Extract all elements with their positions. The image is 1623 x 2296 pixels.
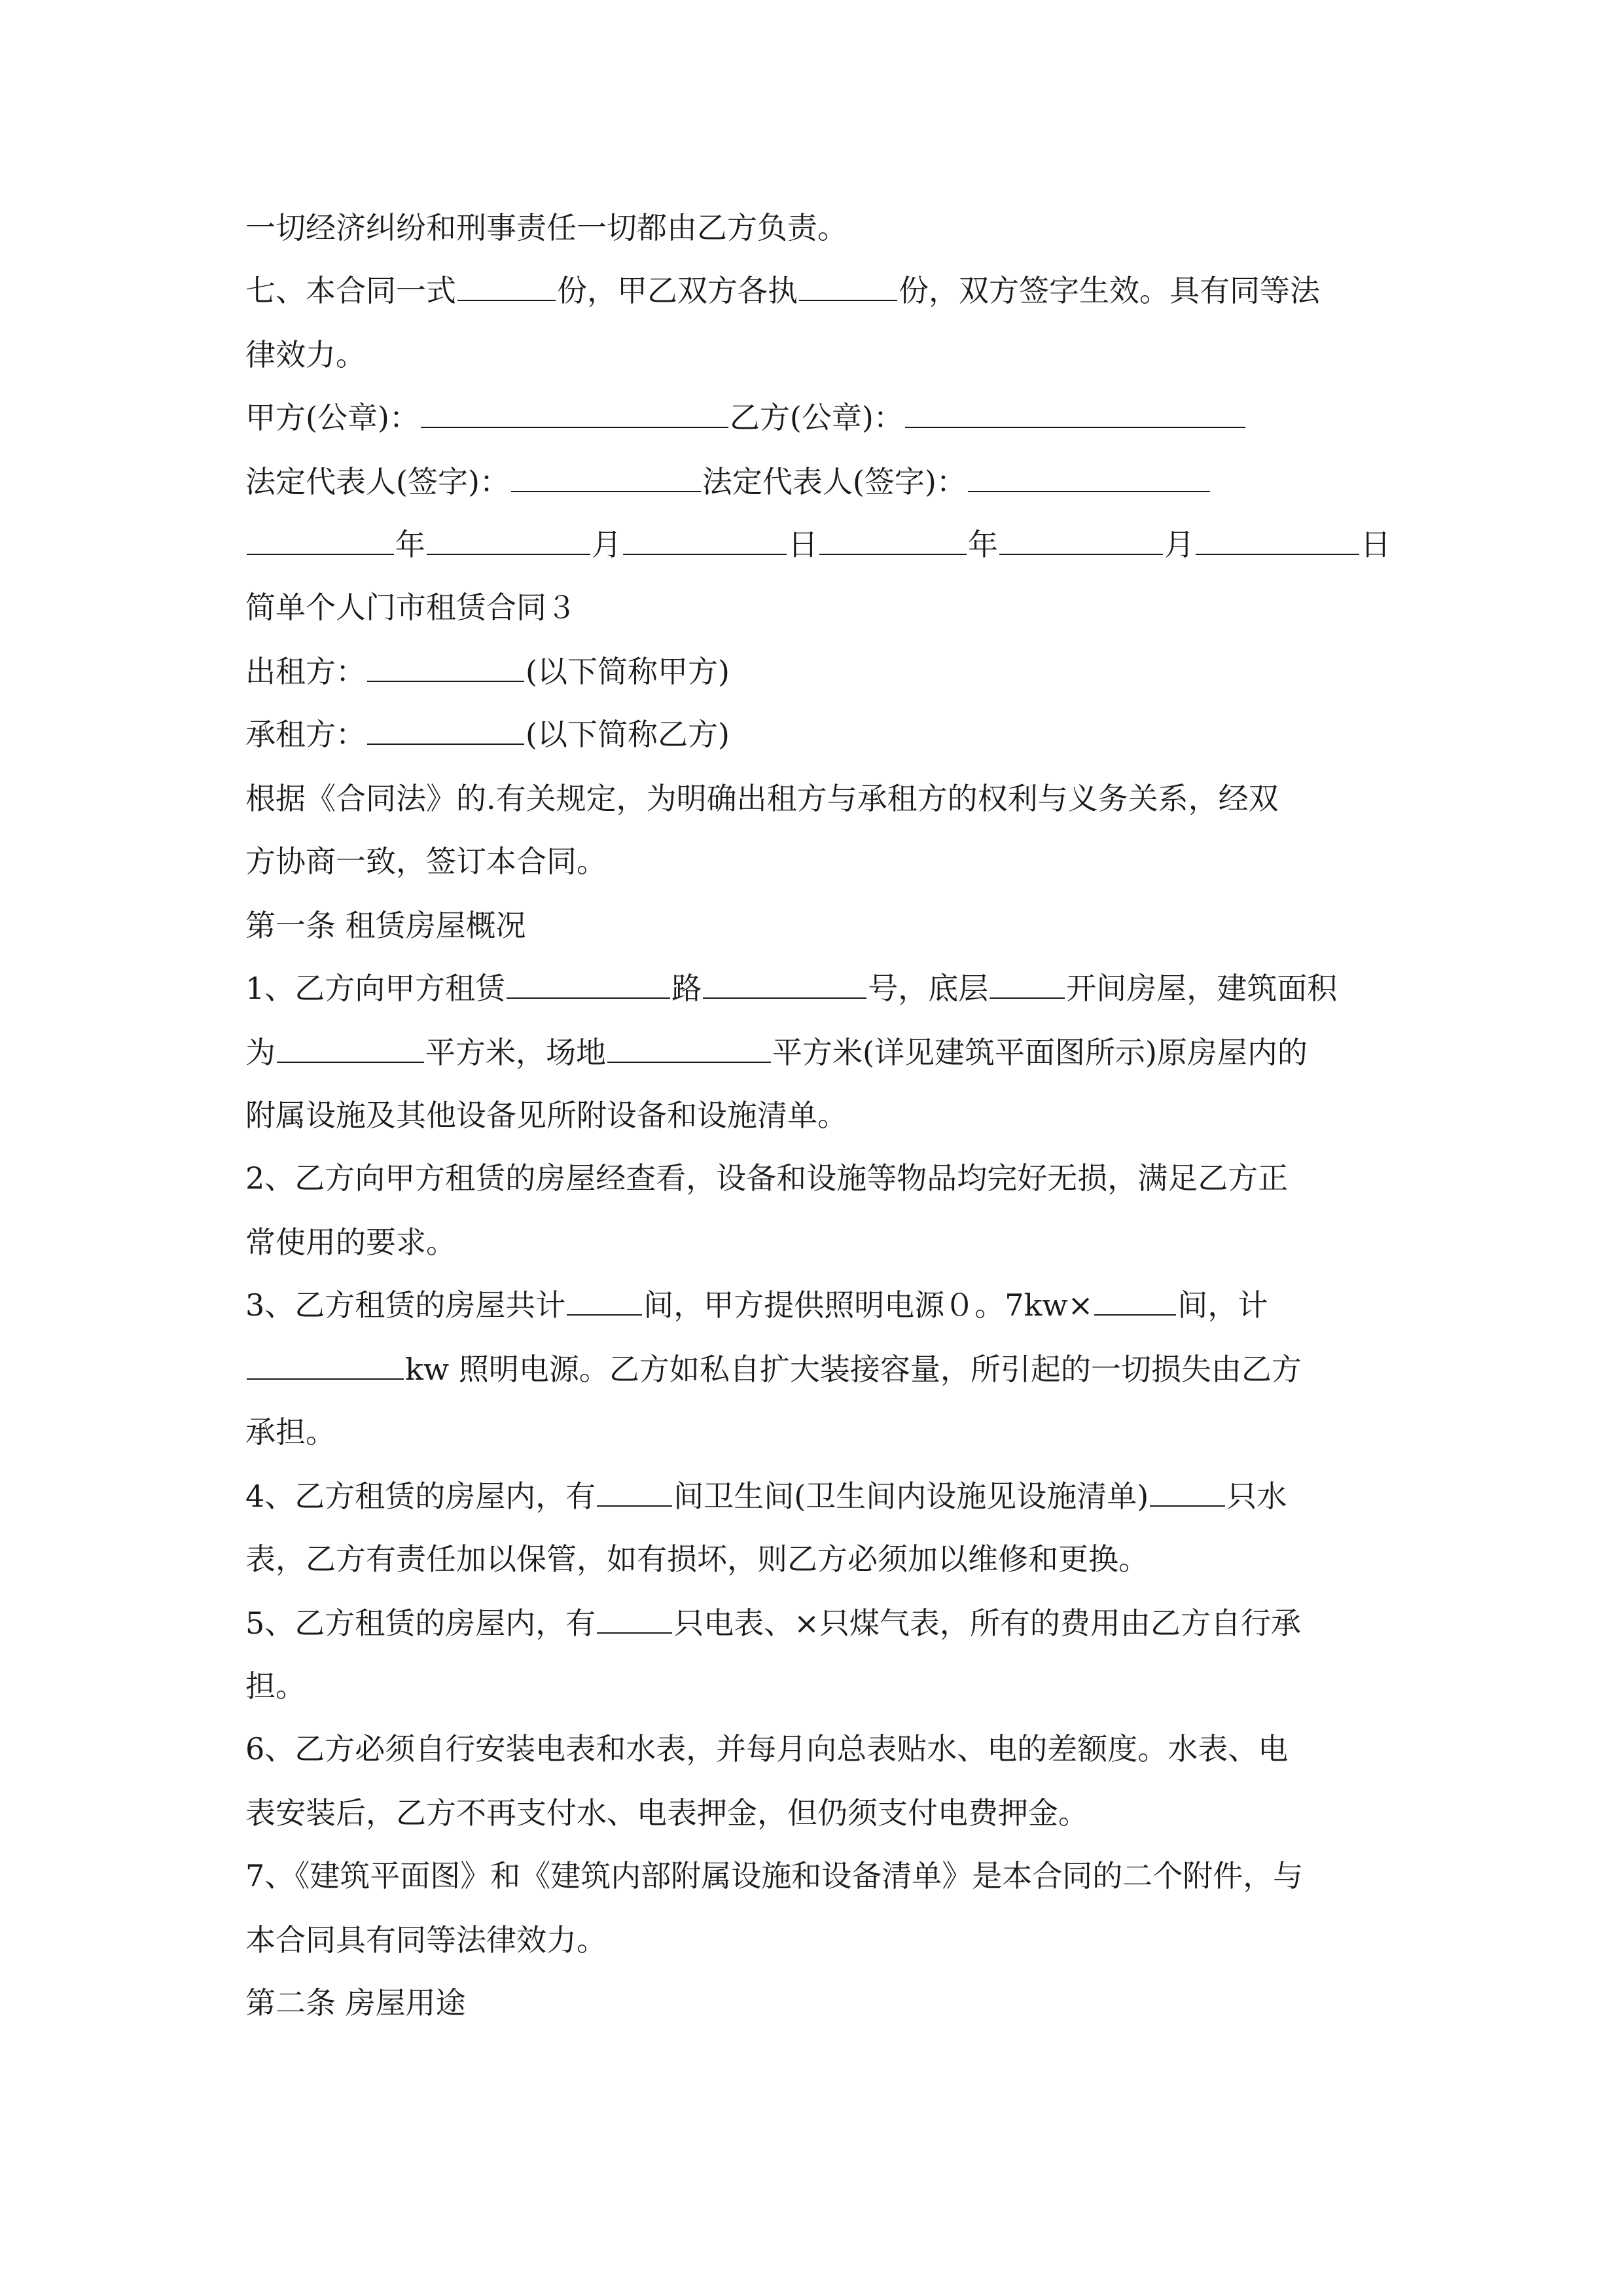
text-line (245, 208, 847, 247)
text-line (245, 652, 730, 691)
text-span: 4、乙方租赁的房屋内，有 (245, 1479, 596, 1514)
text-line (245, 969, 1337, 1008)
fill-blank (819, 528, 967, 555)
article-heading (245, 1983, 466, 2022)
fill-blank (905, 401, 1245, 428)
text-span: 年 (968, 527, 998, 562)
text-span: 路 (671, 971, 702, 1006)
text-line (245, 1856, 1303, 1895)
fill-blank (623, 528, 787, 555)
text-span: 担。 (245, 1668, 306, 1704)
text-line (245, 1158, 1288, 1198)
text-span: 号，底层 (868, 971, 989, 1006)
text-span: 律效力。 (245, 337, 366, 372)
text-span: 本合同具有同等法律效力。 (245, 1922, 607, 1958)
text-span: 7、《建筑平面图》和《建筑内部附属设施和设备清单》是本合同的二个附件，与 (245, 1858, 1304, 1893)
fill-blank (277, 1035, 424, 1063)
text-span: 只电表、×只煤气表，所有的费用由乙方自行承 (673, 1605, 1301, 1641)
text-span: 份，双方签字生效。具有同等法 (899, 273, 1320, 308)
fill-blank (1150, 1479, 1225, 1507)
text-span: 平方米(详见建筑平面图所示)原房屋内的 (772, 1035, 1308, 1070)
text-span: 一切经济纠纷和刑事责任一切都由乙方负责。 (245, 210, 847, 245)
text-span: 月 (592, 527, 622, 562)
text-span: 为 (245, 1035, 276, 1070)
text-span: 月 (1164, 527, 1194, 562)
text-span: (以下简称甲方) (526, 654, 730, 689)
text-span: 平方米，场地 (425, 1035, 606, 1070)
fill-blank (247, 1352, 404, 1380)
fill-blank (457, 274, 556, 301)
article-heading (245, 906, 526, 945)
text-span: 附属设施及其他设备见所附设备和设施清单。 (245, 1098, 847, 1133)
text-line (245, 1920, 607, 1960)
text-line (245, 1033, 1308, 1072)
text-line (245, 842, 607, 881)
lessor-label: 出租方： (245, 654, 366, 689)
signature-line-representative (245, 462, 1211, 501)
text-line (245, 715, 730, 754)
text-span: 份，甲乙双方各执 (557, 273, 798, 308)
fill-blank (367, 655, 524, 682)
party-a-rep-label: 法定代表人(签字)： (245, 464, 510, 499)
fill-blank (367, 717, 524, 745)
text-span: 日 (1361, 527, 1391, 562)
text-line (245, 271, 1320, 310)
text-line (245, 1604, 1301, 1643)
text-span: 表安装后，乙方不再支付水、电表押金，但仍须支付电费押金。 (245, 1795, 1088, 1831)
fill-blank (1094, 1288, 1176, 1316)
text-span: 承担。 (245, 1414, 336, 1450)
fill-blank (247, 528, 394, 555)
text-line (245, 1285, 1268, 1325)
text-line (245, 1477, 1287, 1516)
party-a-seal-label: 甲方(公章)： (245, 400, 419, 435)
text-span: 间，甲方提供照明电源０。7kw× (643, 1287, 1094, 1323)
fill-blank (511, 465, 701, 492)
fill-blank (597, 1479, 672, 1507)
text-span: 2、乙方向甲方租赁的房屋经查看，设备和设施等物品均完好无损，满足乙方正 (245, 1160, 1289, 1196)
fill-blank (990, 971, 1065, 999)
text-line (245, 779, 1279, 818)
fill-blank (421, 401, 728, 428)
text-span: 5、乙方租赁的房屋内，有 (245, 1605, 596, 1641)
text-line (245, 1223, 456, 1262)
text-span: 开间房屋，建筑面积 (1066, 971, 1338, 1006)
fill-blank (427, 528, 590, 555)
fill-blank (1196, 528, 1359, 555)
text-line (245, 1666, 306, 1706)
text-span: 常使用的要求。 (245, 1225, 456, 1260)
text-span: 方协商一致，签订本合同。 (245, 844, 607, 879)
text-line (245, 1729, 1288, 1768)
fill-blank (799, 274, 897, 301)
fill-blank (607, 1035, 771, 1063)
date-line (245, 525, 1391, 564)
text-span: 1、乙方向甲方租赁 (245, 971, 506, 1006)
text-line (245, 1350, 1302, 1389)
text-line (245, 335, 366, 374)
text-span: (以下简称乙方) (526, 717, 730, 752)
text-span: 日 (788, 527, 818, 562)
text-span: 根据《合同法》的.有关规定，为明确出租方与承租方的权利与义务关系，经双 (245, 781, 1279, 816)
text-span: 间，计 (1177, 1287, 1268, 1323)
fill-blank (703, 971, 866, 999)
text-span: 第二条 房屋用途 (245, 1985, 466, 2020)
fill-blank (507, 971, 670, 999)
text-span: 3、乙方租赁的房屋共计 (245, 1287, 566, 1323)
text-line (245, 1793, 1088, 1833)
lessee-label: 承租方： (245, 717, 366, 752)
text-span: 第一条 租赁房屋概况 (245, 908, 526, 943)
contract-title: 简单个人门市租赁合同３ (245, 590, 577, 625)
fill-blank (597, 1606, 672, 1634)
section-title (245, 588, 577, 627)
text-line (245, 1539, 1149, 1579)
fill-blank (968, 465, 1210, 492)
party-b-rep-label: 法定代表人(签字)： (702, 464, 967, 499)
text-span: 间卫生间(卫生间内设施见设施清单) (673, 1479, 1149, 1514)
text-span: 6、乙方必须自行安装电表和水表，并每月向总表贴水、电的差额度。水表、电 (245, 1731, 1289, 1767)
text-span: 只水 (1226, 1479, 1287, 1514)
text-span: 年 (395, 527, 425, 562)
text-span: 表，乙方有责任加以保管，如有损坏，则乙方必须加以维修和更换。 (245, 1541, 1149, 1577)
text-span: 七、本合同一式 (245, 273, 456, 308)
party-b-seal-label: 乙方(公章)： (729, 400, 904, 435)
text-line (245, 1412, 336, 1452)
text-span: kw 照明电源。乙方如私自扩大装接容量，所引起的一切损失由乙方 (405, 1352, 1302, 1387)
text-line (245, 1096, 847, 1135)
fill-blank (567, 1288, 642, 1316)
signature-line-seal (245, 398, 1247, 437)
fill-blank (999, 528, 1163, 555)
